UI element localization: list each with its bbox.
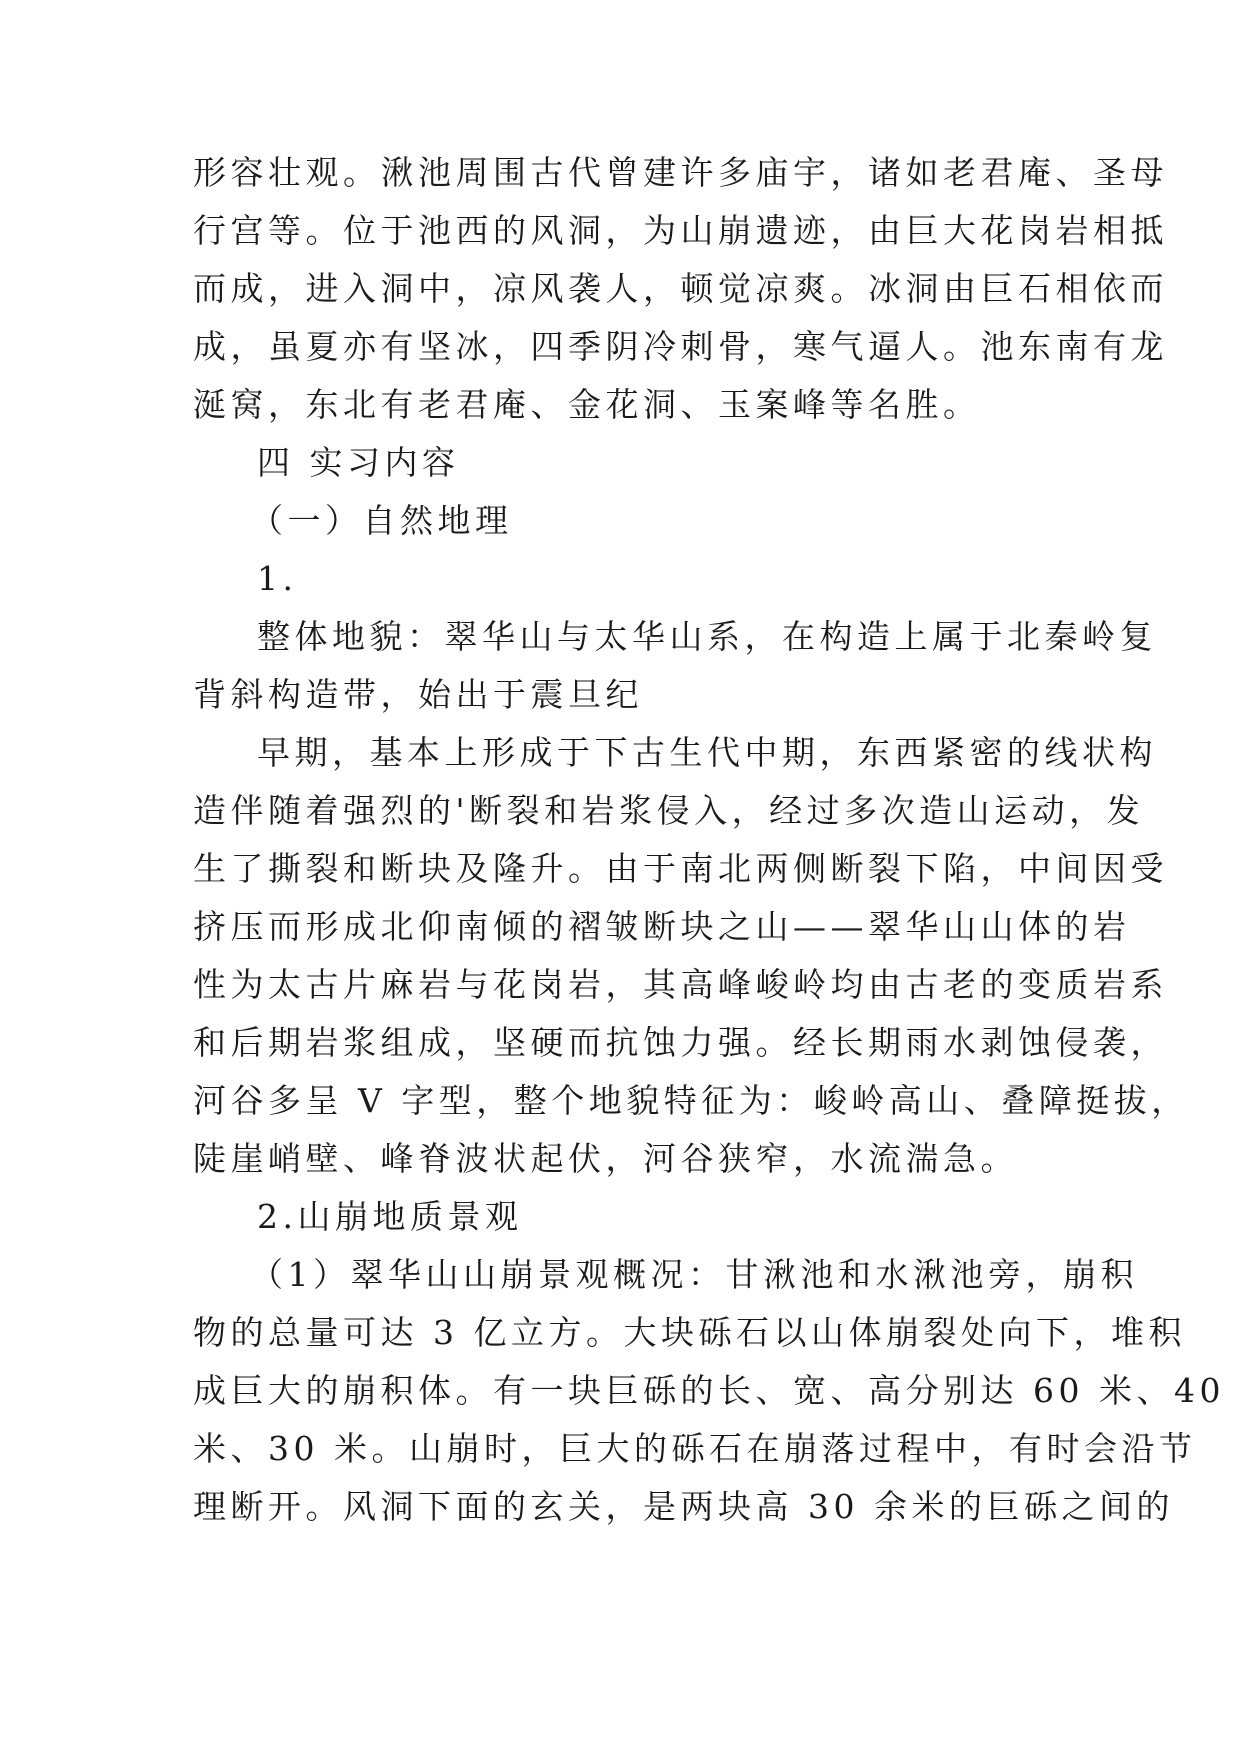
section-heading: 四 实习内容 [257, 443, 460, 482]
paragraph-line: 理断开。风洞下面的玄关，是两块高 30 余米的巨砾之间的 [193, 1487, 1174, 1526]
paragraph-line: 成巨大的崩积体。有一块巨砾的长、宽、高分别达 60 米、40 [193, 1371, 1225, 1410]
paragraph-line: 河谷多呈 V 字型，整个地貌特征为：峻岭高山、叠障挺拔， [193, 1081, 1189, 1120]
paragraph-line: 整体地貌：翠华山与太华山系，在构造上属于北秦岭复 [257, 617, 1157, 656]
paragraph-line: 涎窝，东北有老君庵、金花洞、玉案峰等名胜。 [193, 385, 981, 424]
paragraph-line: 早期，基本上形成于下古生代中期，东西紧密的线状构 [257, 733, 1157, 772]
item-number: 1. [257, 559, 298, 598]
item-heading: 2.山崩地质景观 [257, 1197, 523, 1236]
paragraph-line: 成，虽夏亦有坚冰，四季阴冷刺骨，寒气逼人。池东南有龙 [193, 327, 1168, 366]
paragraph-line: （1）翠华山山崩景观概况：甘湫池和水湫池旁，崩积 [250, 1255, 1138, 1294]
paragraph-line: 造伴随着强烈的'断裂和岩浆侵入，经过多次造山运动，发 [193, 791, 1145, 830]
paragraph-line: 生了撕裂和断块及隆升。由于南北两侧断裂下陷，中间因受 [193, 849, 1168, 888]
paragraph-line: 性为太古片麻岩与花岗岩，其高峰峻岭均由古老的变质岩系 [193, 965, 1168, 1004]
paragraph-line: 挤压而形成北仰南倾的褶皱断块之山——翠华山山体的岩 [193, 907, 1131, 946]
paragraph-line: 物的总量可达 3 亿立方。大块砾石以山体崩裂处向下，堆积 [193, 1313, 1186, 1352]
paragraph-line: 陡崖峭壁、峰脊波状起伏，河谷狭窄，水流湍急。 [193, 1139, 1018, 1178]
paragraph-line: 行宫等。位于池西的风洞，为山崩遗迹，由巨大花岗岩相抵 [193, 211, 1168, 250]
paragraph-line: 背斜构造带，始出于震旦纪 [193, 675, 643, 714]
paragraph-line: 而成，进入洞中，凉风袭人，顿觉凉爽。冰洞由巨石相依而 [193, 269, 1168, 308]
paragraph-line: 和后期岩浆组成，坚硬而抗蚀力强。经长期雨水剥蚀侵袭， [193, 1023, 1168, 1062]
paragraph-line: 米、30 米。山崩时，巨大的砾石在崩落过程中，有时会沿节 [193, 1429, 1197, 1468]
paragraph-line: 形容壮观。湫池周围古代曾建许多庙宇，诸如老君庵、圣母 [193, 153, 1168, 192]
subsection-heading: （一）自然地理 [250, 501, 513, 540]
